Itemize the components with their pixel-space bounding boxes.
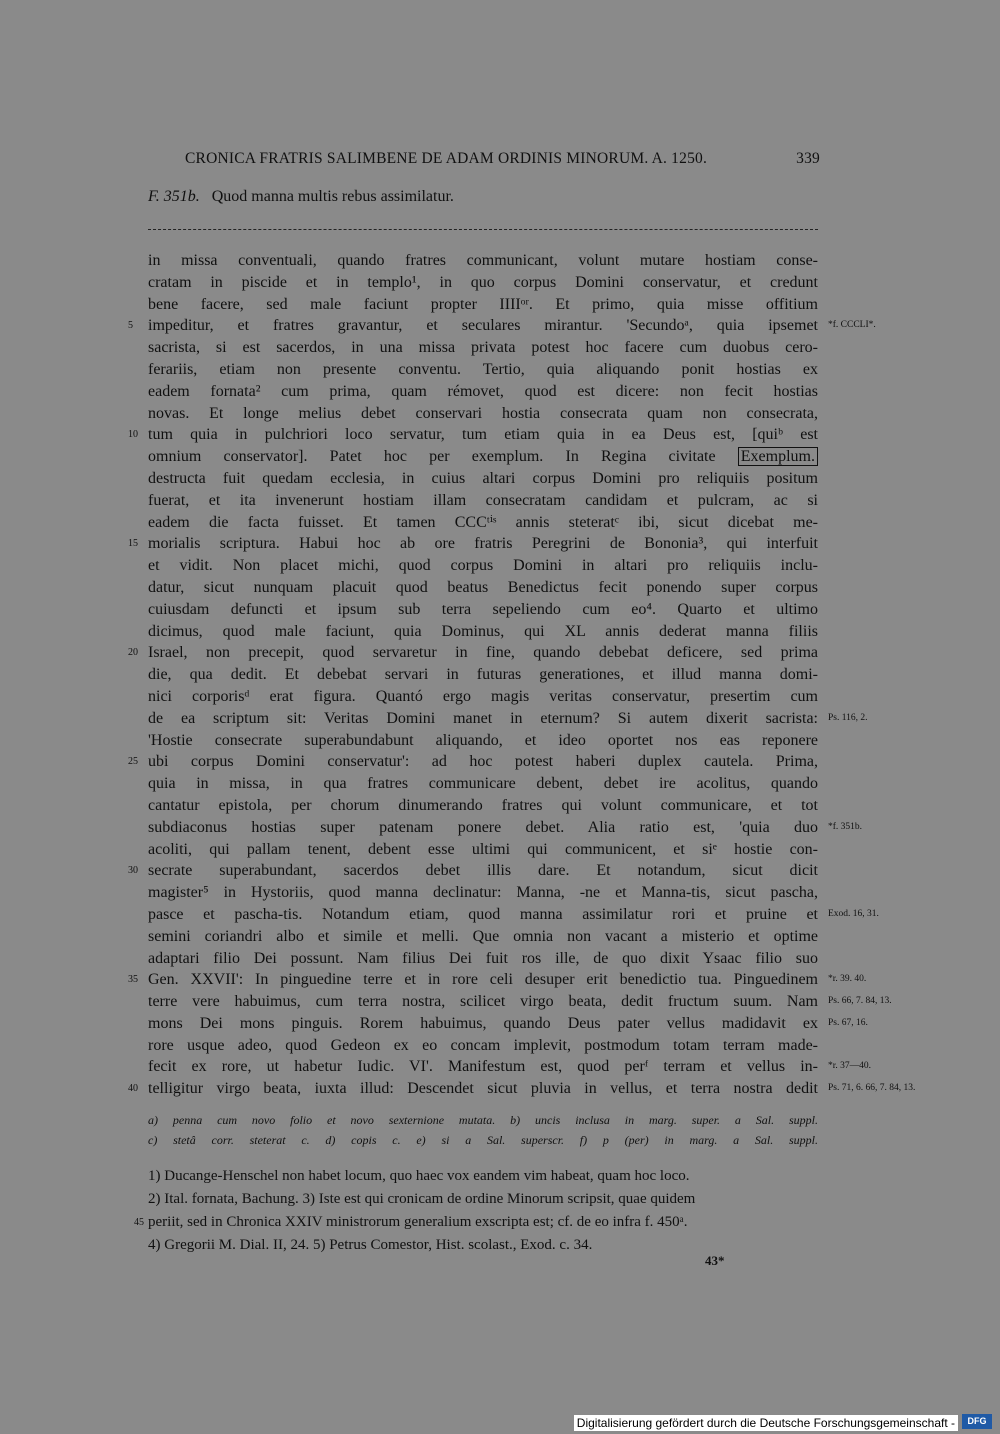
line-text: datur, sicut nunquam placuit quod beatus Benedictus fecit ponendo super corpus <box>148 578 818 596</box>
line-text: semini coriandri albo et simile et melli. Que omnia non vacant a misterio et optime <box>148 927 818 945</box>
running-header <box>185 150 820 168</box>
text-line <box>148 599 818 621</box>
line-number: 10 <box>128 429 138 441</box>
line-text: adaptari filio Dei possunt. Nam filius Dei fuit ros ille, de quo dixit Ysaac filio suo <box>148 949 818 967</box>
main-text <box>128 250 916 1100</box>
line-text: novas. Et longe melius debet conservari hostia consecrata quam non consecrata, <box>148 404 818 422</box>
margin-note: Exod. 16, 31. <box>828 908 879 919</box>
signature-mark: 43* <box>705 1253 725 1268</box>
line-text: pasce et pascha-tis. Notandum etiam, quod manna assimilatur rori et pruine et <box>148 905 818 923</box>
line-number: 30 <box>128 865 138 877</box>
margin-note: Ps. 67, 16. <box>828 1017 868 1028</box>
text-line <box>128 424 818 446</box>
text-line <box>148 512 818 534</box>
text-line <box>148 272 818 294</box>
text-line <box>148 1056 872 1078</box>
text-line <box>148 991 892 1013</box>
text-line <box>148 882 818 904</box>
line-text: subdiaconus hostias super patenam ponere debet. Alia ratio est, 'quia duo <box>148 818 818 836</box>
critical-note-line: c) stetâ corr. steterat c. d) copis c. e) si a Sal. superscr. f) p (per) in marg. a Sal. suppl. <box>148 1133 818 1147</box>
line-text: ubi corpus Domini conservatur': ad hoc potest haberi duplex cautela. Prima, <box>148 753 818 771</box>
text-line <box>148 904 879 926</box>
line-text: rore usque adeo, quod Gedeon ex eo concam implevit, postmodum totam terram made- <box>148 1036 818 1054</box>
line-text: secrate superabundant, sacerdos debet illis dare. Et notandum, sicut dicit <box>148 862 818 880</box>
line-text: quia in missa, in qua fratres communicare debent, debet ire acolitus, quando <box>148 775 818 793</box>
line-text: fuerat, et ita invenerunt hostiam illam consecratam candidam et pulcram, ac si <box>148 491 818 509</box>
header-title: CRONICA FRATRIS SALIMBENE DE ADAM ORDINIS MINORUM. A. 1250. <box>185 150 708 167</box>
margin-note: Ps. 66, 7. 84, 13. <box>828 996 892 1007</box>
critical-note-line: a) penna cum novo folio et novo sexternione mutata. b) uncis inclusa in marg. super. a Sal. suppl. <box>148 1113 818 1127</box>
line-text: eadem die facta fuisset. Et tamen CCCᵗⁱˢ annis steteratᶜ ibi, sicut dicebat me- <box>148 513 818 531</box>
text-line <box>128 533 818 555</box>
line-text: cantatur epistola, per chorum dinumerando fratres qui volunt communicare, et tot <box>148 796 818 814</box>
text-line <box>148 294 818 316</box>
footnote-line <box>148 1188 818 1211</box>
text-line <box>148 555 818 577</box>
folio-ref: F. 351b. <box>148 188 200 205</box>
text-line <box>148 403 818 425</box>
line-text: tum quia in pulchriori loco servatur, tum etiam quia in ea Deus est, [quiᵇ est <box>148 426 818 444</box>
text-line <box>148 839 818 861</box>
margin-note: Ps. 71, 6. 66, 7. 84, 13. <box>828 1083 916 1094</box>
line-number: 40 <box>128 1083 138 1095</box>
footnote-text: 1) Ducange-Henschel non habet locum, quo haec vox eandem vim habeat, quam hoc loco. <box>148 1168 690 1184</box>
line-text: telligitur virgo beata, iuxta illud: Descendet sicut pluvia in vellus, et terra nostra dedit <box>148 1080 818 1098</box>
text-line <box>148 730 818 752</box>
footnotes <box>134 1165 818 1257</box>
footnote-text: periit, sed in Chronica XXIV ministrorum generalium exscripta est; cf. de eo infra f. 450ᵃ. <box>148 1214 688 1230</box>
line-text: et vidit. Non placet michi, quod corpus Domini in altari pro reliquiis inclu- <box>148 557 818 575</box>
line-text: mons Dei mons pinguis. Rorem habuimus, quando Deus pater vellus madidavit ex <box>148 1014 818 1032</box>
line-number: 20 <box>128 647 138 659</box>
line-text: morialis scriptura. Habui hoc ab ore fratris Peregrini de Bononia³, qui interfuit <box>148 535 818 553</box>
text-line <box>148 577 818 599</box>
text-line <box>148 337 818 359</box>
line-text: cratam in piscide et in templo¹, in quo corpus Domini conservatur, et credunt <box>148 273 818 291</box>
line-text: dicimus, quod male faciunt, quia Dominus, qui XL annis dederat manna filiis <box>148 622 818 640</box>
line-text: magister⁵ in Hystoriis, quod manna declinatur: Manna, -ne et Manna-tis, sicut pascha, <box>148 884 818 902</box>
text-line <box>148 795 818 817</box>
margin-note: *f. 351b. <box>828 821 863 832</box>
line-number: 45 <box>134 1217 144 1228</box>
text-line <box>148 381 818 403</box>
line-text: ferariis, etiam non presente conventu. Tertio, quia aliquando ponit hostias ex <box>148 360 818 378</box>
text-line <box>148 1035 818 1057</box>
margin-note: *r. 39. 40. <box>828 974 867 985</box>
text-line <box>128 642 818 664</box>
section-heading <box>148 188 454 206</box>
line-text: 'Hostie consecrate superabundabunt aliquando, et ideo oportet nos eas reponere <box>148 731 818 749</box>
line-text: die, qua dedit. Et debebat servari in futuras generationes, et illud manna domi- <box>148 666 818 684</box>
line-number: 5 <box>128 320 133 332</box>
line-text: impeditur, et fratres gravantur, et seculares mirantur. 'Secundoᵃ, quia ipsemet <box>148 317 818 335</box>
text-line <box>148 926 818 948</box>
line-text: acoliti, qui pallam tenent, debent esse ultimi qui communicent, et siᵉ hostie con- <box>148 840 818 858</box>
line-number: 25 <box>128 756 138 768</box>
text-line <box>148 250 818 272</box>
text-line <box>148 359 818 381</box>
footer-bar <box>0 1408 1000 1434</box>
line-text: terre vere habuimus, cum terra nostra, scilicet virgo beata, dedit fructum suum. Nam <box>148 993 818 1011</box>
text-line <box>148 773 818 795</box>
separator-rule <box>148 229 818 230</box>
margin-note: *r. 37—40. <box>828 1061 872 1072</box>
line-text: in missa conventuali, quando fratres communicant, volunt mutare hostiam conse- <box>148 252 818 269</box>
line-text: fecit ex rore, ut habetur Iudic. VI'. Manifestum est, quod perᶠ terram et vellus in- <box>148 1058 818 1076</box>
dfg-logo-icon: DFG <box>962 1414 992 1429</box>
line-text: Israel, non precepit, quod servaretur in fine, quando debebat deficere, sed prima <box>148 644 818 662</box>
text-line <box>128 860 818 882</box>
margin-note: Ps. 116, 2. <box>828 712 868 723</box>
heading-text: Quod manna multis rebus assimilatur. <box>211 188 454 205</box>
text-line <box>148 948 818 970</box>
line-text: eadem fornata² cum prima, quam rémovet, quod est dicere: non fecit hostias <box>148 382 818 400</box>
line-text: nici corporisᵈ erat figura. Quantó ergo magis veritas conservatur, presertim cum <box>148 687 818 705</box>
text-line <box>148 468 818 490</box>
footnote-text: 4) Gregorii M. Dial. II, 24. 5) Petrus Comestor, Hist. scolast., Exod. c. 34. <box>148 1237 593 1253</box>
footnote-line <box>148 1165 818 1188</box>
text-line <box>148 446 818 468</box>
text-line <box>148 621 818 643</box>
text-line <box>148 1013 868 1035</box>
margin-note: *f. CCCLI*. <box>828 320 876 331</box>
text-line <box>148 817 863 839</box>
line-text: cuiusdam defuncti et ipsum sub terra sepeliendo cum eo⁴. Quarto et ultimo <box>148 600 818 618</box>
text-line <box>148 664 818 686</box>
footnote-text: 2) Ital. fornata, Bachung. 3) Iste est qui cronicam de ordine Minorum scripsit, quae quidem <box>148 1191 696 1207</box>
text-line <box>148 686 818 708</box>
line-text: destructa fuit quedam ecclesia, in cuius altari corpus Domini pro reliquiis positum <box>148 469 818 487</box>
critical-notes <box>148 1110 818 1150</box>
line-text: de ea scriptum sit: Veritas Domini manet in eternum? Si autem dixerit sacrista: <box>148 709 818 727</box>
text-line <box>128 751 818 773</box>
boxed-word: Exemplum. <box>738 447 818 466</box>
footnote-line <box>134 1211 818 1234</box>
line-text: bene facere, sed male faciunt propter IIIIᵒʳ. Et primo, quia misse offitium <box>148 295 818 313</box>
line-number: 35 <box>128 974 138 986</box>
text-line <box>128 1078 916 1100</box>
page-number: 339 <box>796 150 820 167</box>
line-text: sacrista, si est sacerdos, in una missa privata potest hoc facere cum duobus cero- <box>148 339 818 357</box>
text-line <box>148 708 868 730</box>
text-line <box>128 969 867 991</box>
line-text: omnium conservator]. Patet hoc per exemplum. In Regina civitate <box>148 448 738 466</box>
line-number: 15 <box>128 538 138 550</box>
text-line <box>148 490 818 512</box>
line-text: Gen. XXVII': In pinguedine terre et in rore celi desuper erit benedictio tua. Pinguedinem <box>148 971 818 989</box>
funding-note: Digitalisierung gefördert durch die Deutsche Forschungsgemeinschaft - <box>574 1415 958 1431</box>
text-line <box>128 315 876 337</box>
